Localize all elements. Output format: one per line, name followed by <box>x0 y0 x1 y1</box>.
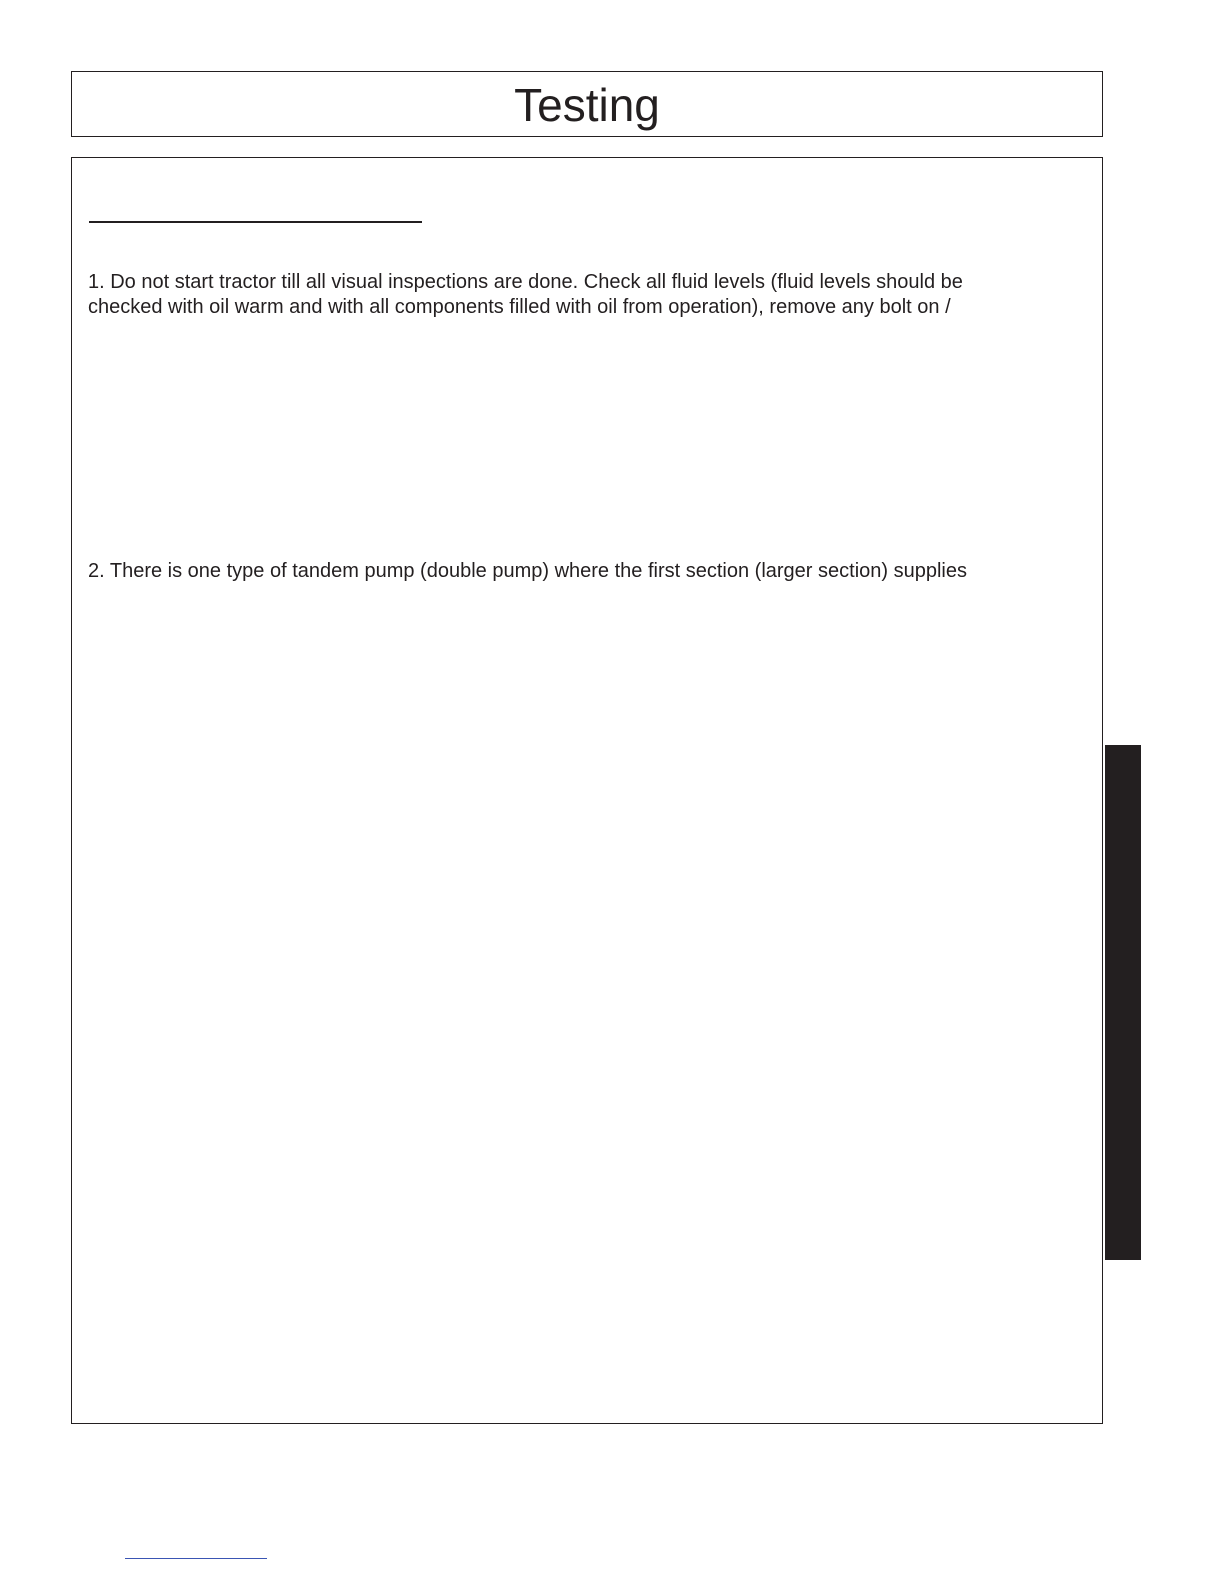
paragraph-2-line-1: 2. There is one type of tandem pump (double pump) where the first section (larger section) supplies <box>88 560 967 582</box>
section-heading-rule <box>89 221 422 223</box>
content-box <box>71 157 1103 1424</box>
page-title-box <box>71 71 1103 137</box>
paragraph-1-line-1: 1. Do not start tractor till all visual inspections are done. Check all fluid levels (fluid levels should be <box>88 271 963 293</box>
paragraph-2 <box>88 559 1088 584</box>
section-side-tab <box>1105 745 1141 1260</box>
page-title: Testing <box>514 79 660 131</box>
footer-link-underline[interactable] <box>125 1558 267 1559</box>
paragraph-1-line-2: checked with oil warm and with all components filled with oil from operation), remove any bolt on / <box>88 296 951 318</box>
paragraph-1 <box>88 270 1088 320</box>
